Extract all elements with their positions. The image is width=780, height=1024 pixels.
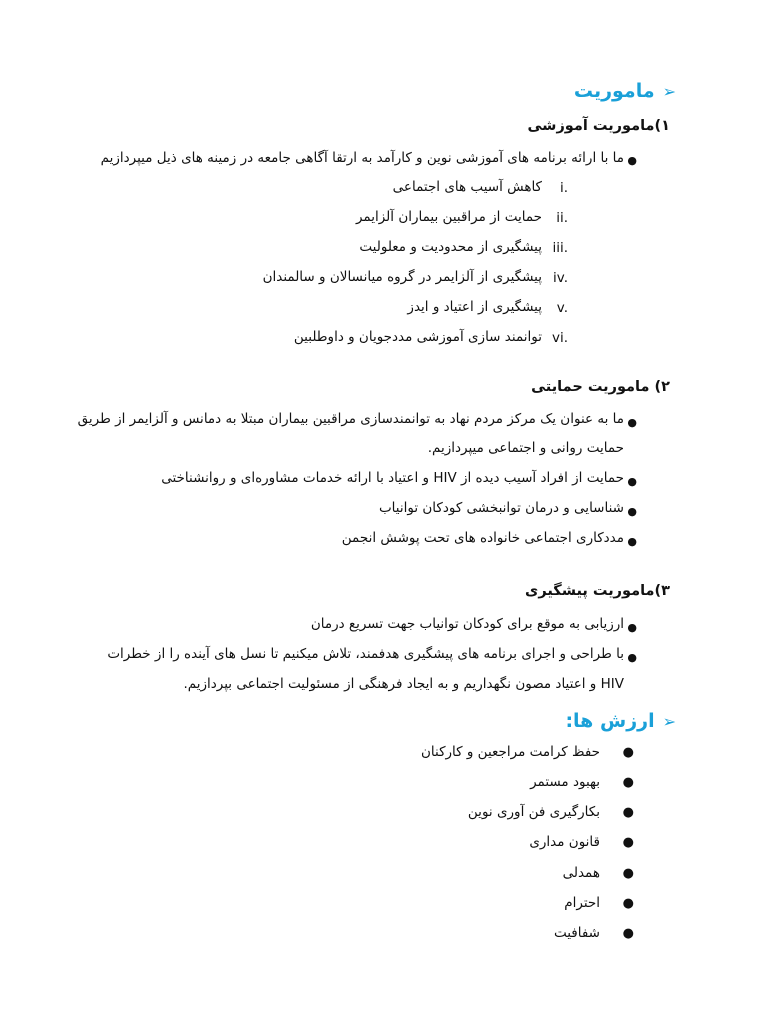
bullet-icon: ● — [622, 866, 634, 881]
values-heading-text: ارزش ها: — [565, 710, 655, 732]
bullet-icon: ● — [622, 775, 634, 790]
bullet-icon: ● — [627, 475, 637, 488]
check-arrow-icon: ➢ — [662, 81, 676, 101]
support-item-line: مددکاری اجتماعی خانواده های تحت پوشش انجمن — [341, 530, 624, 546]
values-heading — [565, 710, 676, 732]
education-item: توانمند سازی آموزشی مددجویان و داوطلبین — [293, 329, 542, 345]
roman-numeral: iii. — [552, 240, 568, 256]
prevention-title: ۳)ماموریت پیشگیری — [525, 583, 670, 599]
prevention-item-line: با طراحی و اجرای برنامه های پیشگیری هدفمند، تلاش میکنیم تا نسل های آینده را از خطرات — [107, 646, 624, 662]
education-item: پیشگیری از محدودیت و معلولیت — [359, 239, 542, 255]
bullet-icon: ● — [627, 505, 637, 518]
bullet-icon: ● — [622, 926, 634, 941]
bullet-icon: ● — [627, 416, 637, 429]
prevention-item-line: ارزیابی به موقع برای کودکان توانیاب جهت تسریع درمان — [310, 616, 624, 632]
support-item-line: شناسایی و درمان توانبخشی کودکان توانیاب — [378, 500, 624, 516]
roman-numeral: iv. — [553, 270, 568, 286]
bullet-icon: ● — [622, 745, 634, 760]
value-item: همدلی — [562, 865, 600, 881]
value-item: بهبود مستمر — [530, 774, 600, 790]
bullet-icon: ● — [622, 805, 634, 820]
value-item: حفظ کرامت مراجعین و کارکنان — [420, 744, 600, 760]
bullet-icon: ● — [627, 154, 637, 167]
mission-heading-text: ماموریت — [573, 80, 655, 102]
support-item-line: ما به عنوان یک مرکز مردم نهاد به توانمندسازی مراقبین بیماران مبتلا به دمانس و آلزایمر از طریق — [77, 411, 624, 427]
support-title: ۲) ماموریت حمایتی — [531, 379, 670, 395]
bullet-icon: ● — [627, 535, 637, 548]
bullet-icon: ● — [622, 896, 634, 911]
check-arrow-icon: ➢ — [662, 711, 676, 731]
value-item: بکارگیری فن آوری نوین — [467, 804, 600, 820]
value-item: قانون مداری — [529, 834, 600, 850]
roman-numeral: v. — [556, 300, 568, 316]
value-item: شفافیت — [553, 925, 600, 941]
education-intro: ما با ارائه برنامه های آموزشی نوین و کارآمد به ارتقا آگاهی جامعه در زمینه های ذیل میپردازیم — [100, 150, 624, 166]
roman-numeral: ii. — [556, 210, 568, 226]
support-item-line: حمایت روانی و اجتماعی میپردازیم. — [427, 440, 624, 456]
roman-numeral: vi. — [551, 330, 568, 346]
mission-heading — [574, 80, 676, 102]
education-item: پیشگیری از اعتیاد و ایدز — [407, 299, 542, 315]
education-title: ۱)ماموریت آموزشی — [527, 118, 670, 134]
bullet-icon: ● — [627, 651, 637, 664]
education-item: کاهش آسیب های اجتماعی — [392, 179, 542, 195]
bullet-icon: ● — [627, 621, 637, 634]
prevention-item-line: HIV و اعتیاد مصون نگهداریم و به ایجاد فرهنگی از مسئولیت اجتماعی بپردازیم. — [183, 676, 624, 692]
education-item: حمایت از مراقبین بیماران آلزایمر — [355, 209, 542, 225]
value-item: احترام — [564, 895, 600, 911]
bullet-icon: ● — [622, 835, 634, 850]
roman-numeral: i. — [559, 180, 568, 196]
support-item-line: حمایت از افراد آسیب دیده از HIV و اعتیاد با ارائه خدمات مشاوره‌ای و روانشناختی — [161, 470, 624, 486]
education-item: پیشگیری از آلزایمر در گروه میانسالان و سالمندان — [262, 269, 542, 285]
